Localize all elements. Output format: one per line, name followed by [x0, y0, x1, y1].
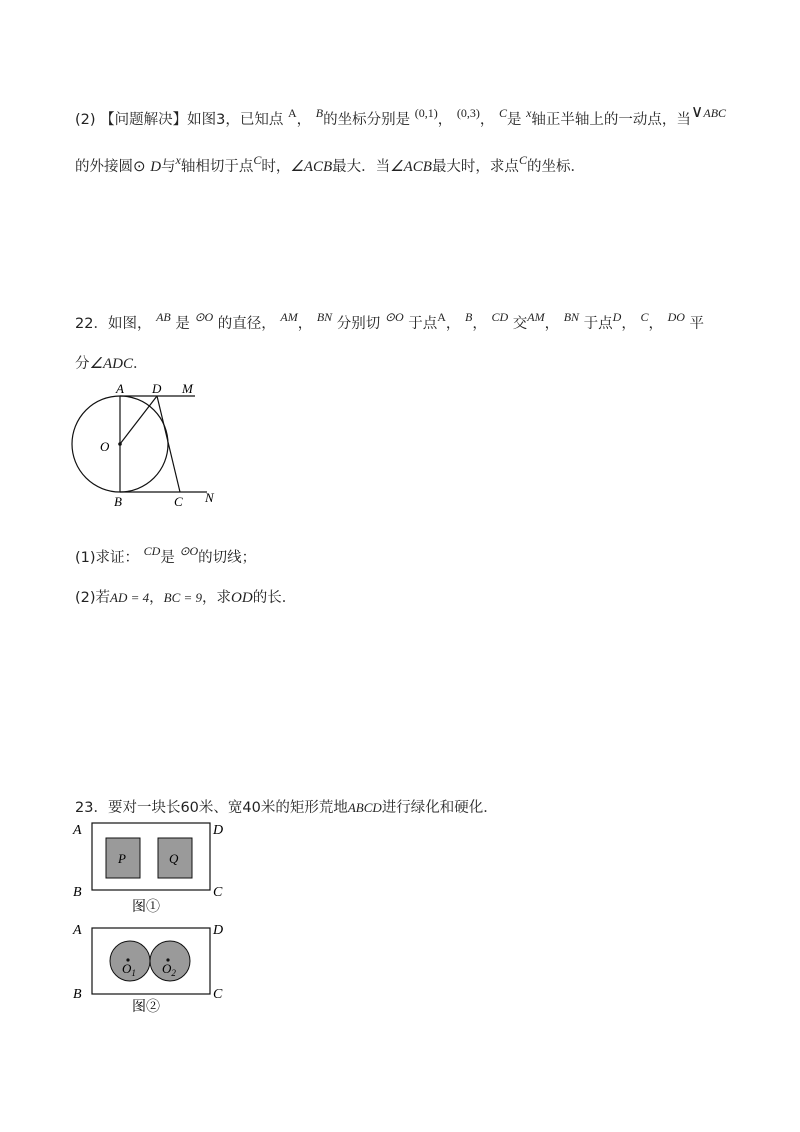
text: 轴相切于点 [180, 159, 254, 175]
text: 是 [506, 112, 522, 128]
text: ， [297, 316, 313, 332]
q23-line1 [75, 796, 498, 817]
text: ， [479, 112, 495, 128]
q22-part1 [75, 546, 256, 567]
segment-label: AM [527, 310, 545, 324]
label-d: D [213, 823, 224, 838]
label-p: P [118, 851, 126, 866]
axis-label: x [526, 106, 532, 120]
text: 最大时，求点 [431, 159, 519, 175]
q22-part2 [75, 586, 296, 607]
q21-part2-line2 [75, 155, 585, 176]
segment-label: BN [316, 310, 333, 324]
label-b: B [73, 885, 82, 900]
angle-label: ∠ADC [89, 356, 133, 372]
text: 于点 [583, 316, 613, 332]
caption: 图② [132, 1000, 160, 1015]
label-n: N [205, 490, 214, 505]
segment-label: AB [156, 310, 171, 324]
text: 最大．当 [332, 159, 391, 175]
label-a: A [73, 823, 82, 838]
equation: AD = 4 [110, 590, 150, 605]
point-label: C [518, 153, 527, 167]
text: 的坐标分别是 [323, 112, 411, 128]
point-label: C [253, 153, 262, 167]
text: ， [437, 112, 453, 128]
angle-label: ∠ACB [290, 159, 333, 175]
coordinate: (0,1) [414, 106, 438, 120]
point-label: C [498, 106, 507, 120]
label-b: B [73, 987, 82, 1002]
label-m: M [182, 381, 193, 396]
segment-label: OD [231, 590, 253, 606]
point-label: D [612, 310, 622, 324]
question-text: 23．要对一块长60米、宽40米的矩形荒地 [75, 800, 348, 816]
label-q: Q [169, 851, 179, 866]
text: 的长． [252, 590, 297, 606]
text: 如图3，已知点 [187, 112, 284, 128]
point-label: C [640, 310, 649, 324]
point-label: A [288, 106, 297, 120]
q22-line1 [75, 312, 704, 333]
text: 的坐标． [526, 159, 585, 175]
text: ， [648, 316, 663, 332]
part-label: (2) [75, 112, 96, 128]
circle-label: ⊙O [194, 310, 214, 324]
label-a: A [73, 923, 82, 938]
text: 的切线； [198, 550, 257, 566]
text: 与 [161, 159, 176, 175]
circle-label: ⊙O [179, 544, 199, 558]
label-a: A [116, 381, 124, 396]
text: ， [445, 316, 461, 332]
q23-figure-1 [68, 818, 238, 918]
text: ，求 [202, 590, 232, 606]
text: 的外接圆 [75, 159, 133, 175]
segment-do [120, 396, 157, 444]
text: 交 [512, 316, 528, 332]
label-c: C [174, 494, 183, 509]
text: 分 [75, 356, 90, 372]
q23-figure-2 [68, 918, 238, 1018]
text: ， [472, 316, 487, 332]
label-b: B [114, 494, 122, 509]
part-label: (1)求证： [75, 550, 140, 566]
point-label: B [465, 310, 473, 324]
text: 进行绿化和硬化． [381, 800, 498, 816]
center-dot [118, 442, 122, 446]
segment-label: DO [667, 310, 685, 324]
rectangle-label: ABCD [347, 800, 382, 815]
label-o: O [100, 439, 110, 454]
equation: BC = 9 [163, 590, 203, 605]
label-d: D [152, 381, 162, 396]
label-o1: $O_1$ [122, 961, 136, 978]
segment-label: CD [143, 544, 161, 558]
axis-label: x [175, 153, 181, 167]
text: ， [149, 590, 164, 606]
label-d: D [213, 923, 224, 938]
q22-circle-figure [62, 378, 232, 513]
segment-label: AM [280, 310, 298, 324]
caption: 图① [132, 900, 160, 915]
point-label: A [437, 310, 446, 324]
text: 平 [689, 316, 705, 332]
segment-label: CD [491, 310, 509, 324]
text: 是 [160, 550, 175, 566]
text: 于点 [408, 316, 438, 332]
q22-line2 [75, 352, 147, 373]
triangle-label: ABC [703, 106, 727, 120]
q21-part2-line1 [75, 102, 727, 129]
coordinate: (0,3) [456, 106, 480, 120]
text: ． [132, 356, 148, 372]
text: 是 [175, 316, 190, 332]
segment-cd [157, 396, 180, 492]
segment-label: BN [563, 310, 580, 324]
point-label: B [315, 106, 324, 120]
circle-symbol: ⊙ [133, 159, 146, 175]
part-label: (2)若 [75, 590, 111, 606]
point-label: D [150, 159, 162, 175]
label-o2: $O_2$ [162, 961, 176, 978]
bracket-heading: 【问题解决】 [100, 112, 188, 128]
text: 分别切 [336, 316, 381, 332]
text: ， [544, 316, 560, 332]
label-c: C [213, 885, 223, 900]
text: 轴正半轴上的一动点，当 [531, 112, 691, 128]
text: 的直径， [217, 316, 276, 332]
circle-label: ⊙O [384, 310, 404, 324]
label-c: C [213, 987, 223, 1002]
text: 时， [261, 159, 291, 175]
text: ， [621, 316, 636, 332]
question-number: 22．如图， [75, 316, 152, 332]
triangle-symbol: ∨ [690, 102, 704, 121]
angle-label: ∠ACB [390, 159, 432, 175]
text: ， [296, 112, 312, 128]
